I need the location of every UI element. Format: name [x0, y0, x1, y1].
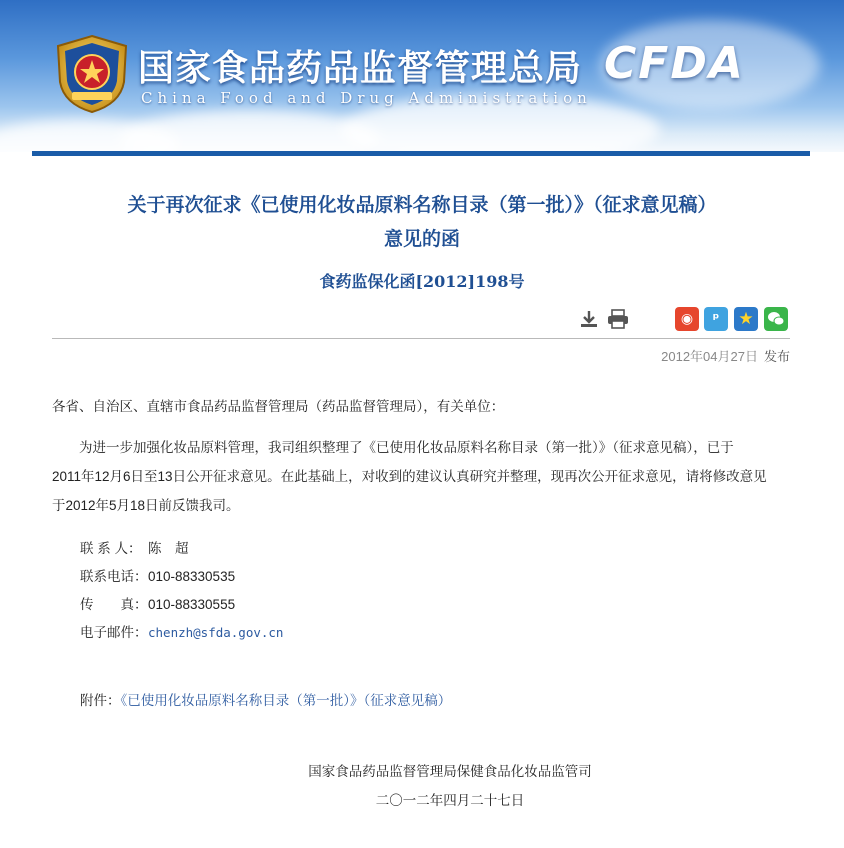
- contact-phone-row: [80, 565, 235, 585]
- header-banner: [0, 0, 844, 152]
- attachment-row: [80, 689, 451, 709]
- contact-fax-row: [80, 593, 235, 613]
- weibo-icon: ◉: [680, 311, 694, 327]
- header-divider: [32, 151, 810, 156]
- wechat-icon: [767, 311, 785, 327]
- contact-email-row: [80, 621, 283, 641]
- attachment-label: 附件：: [80, 693, 121, 708]
- greeting-text: 各省、自治区、直辖市食品药品监督管理局（药品监督管理局），有关单位：: [52, 399, 505, 414]
- national-emblem-icon: [54, 34, 130, 114]
- tencent-weibo-icon: ᵖ: [712, 311, 720, 327]
- site-title-chinese: 国家食品药品监督管理总局: [138, 47, 583, 89]
- signature-date: 二〇一二年四月二十七日: [375, 793, 525, 808]
- document-title-line1: 关于再次征求《已使用化妆品原料名称目录（第一批）》（征求意见稿）: [127, 194, 717, 216]
- contact-fax-label: 传 真：: [80, 597, 148, 612]
- site-title-english: China Food and Drug Administration: [141, 89, 592, 107]
- body-paragraph-line: 2011年12月6日至13日公开征求意见。在此基础上，对收到的建议认真研究并整理，现再次公开征求意见，请将修改意见: [52, 469, 767, 484]
- document-title-line2: 意见的函: [383, 228, 460, 250]
- body-paragraph-line: 于2012年5月18日前反馈我司。: [52, 498, 240, 513]
- contact-phone-value: 010-88330535: [148, 569, 236, 584]
- download-icon: [579, 309, 599, 329]
- attachment-link[interactable]: 《已使用化妆品原料名称目录（第一批）》（征求意见稿）: [120, 693, 452, 708]
- contact-fax-value: 010-88330555: [148, 597, 236, 612]
- print-button[interactable]: [606, 307, 630, 331]
- share-qzone-button[interactable]: [734, 307, 758, 331]
- share-wechat-button[interactable]: [764, 307, 788, 331]
- share-weibo-button[interactable]: [675, 307, 699, 331]
- publish-label: 发布: [763, 349, 790, 364]
- share-tencent-weibo-button[interactable]: [704, 307, 728, 331]
- signature-org: 国家食品药品监督管理局保健食品化妆品监管司: [308, 764, 592, 779]
- body-paragraph-line: 为进一步加强化妆品原料管理，我司组织整理了《已使用化妆品原料名称目录（第一批）》（征求意见稿），已于: [79, 440, 734, 455]
- site-logo-cfda: CFDA: [604, 38, 745, 89]
- contact-person-label: 联 系 人：: [80, 541, 142, 556]
- document-title: [40, 188, 804, 256]
- print-icon: [607, 309, 629, 329]
- publish-date-value: 2012年04月27日: [661, 349, 758, 364]
- contact-phone-label: 联系电话：: [80, 569, 148, 584]
- publish-date: [661, 346, 790, 365]
- contact-email-link[interactable]: chenzh@sfda.gov.cn: [148, 625, 284, 640]
- body-paragraph: [52, 433, 790, 520]
- qzone-icon: ★: [738, 309, 754, 329]
- contact-email-label: 电子邮件：: [80, 625, 148, 640]
- document-number: 食药监保化函[2012]198号: [319, 272, 525, 291]
- title-divider: [52, 338, 790, 339]
- download-button[interactable]: [577, 307, 601, 331]
- contact-person-value: 陈 超: [148, 541, 189, 556]
- contact-person-row: [80, 537, 189, 557]
